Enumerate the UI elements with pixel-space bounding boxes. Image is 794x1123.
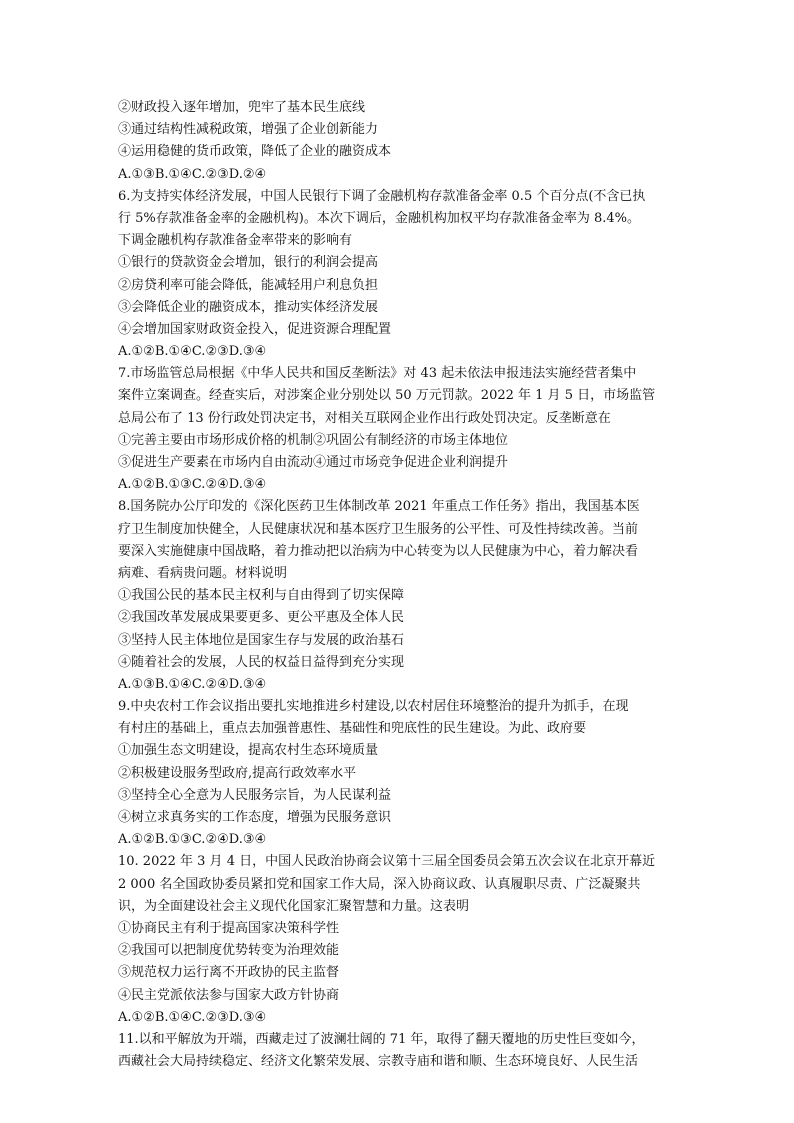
question-9-stem: 9.中央农村工作会议指出要扎实地推进乡村建设,以农村居住环境整治的提升为抓手，在现 (118, 699, 629, 715)
option-line: ②我国可以把制度优势转变为治理效能 (118, 943, 340, 959)
question-10-stem: 10. 2022 年 3 月 4 日，中国人民政治协商会议第十三届全国委员会第五次会议在北京开幕近 (118, 854, 656, 870)
option-line: ④会增加国家财政资金投入，促进资源合理配置 (118, 321, 392, 337)
question-8-stem: 8.国务院办公厅印发的《深化医药卫生体制改革 2021 年重点工作任务》指出，我国基本医 (118, 499, 640, 515)
question-8-stem: 要深入实施健康中国战略，着力推动把以治病为中心转变为以人民健康为中心，着力解决看 (118, 543, 639, 559)
answer-choices: A.①③B.①④C.②④D.③④ (118, 676, 267, 692)
option-line: ③会降低企业的融资成本，推动实体经济发展 (118, 299, 379, 315)
answer-choices: A.①②B.①④C.②③D.③④ (118, 1009, 267, 1025)
option-line: ①协商民主有利于提高国家决策科学性 (118, 920, 340, 936)
option-line: ③通过结构性减税政策，增强了企业创新能力 (118, 122, 379, 138)
option-line: ②积极建设服务型政府,提高行政效率水平 (118, 765, 357, 781)
option-line: ③坚持人民主体地位是国家生存与发展的政治基石 (118, 632, 405, 648)
answer-choices: A.①②B.①④C.②③D.③④ (118, 344, 267, 360)
option-line: ④树立求真务实的工作态度，增强为民服务意识 (118, 810, 392, 825)
question-6-stem: 行 5%存款准备金率的金融机构)。本次下调后，金融机构加权平均存款准备金率为 8.4%。 (118, 210, 640, 226)
option-line: ③规范权力运行离不开政协的民主监督 (118, 965, 340, 981)
question-10-stem: 2 000 名全国政协委员紧扣党和国家工作大局，深入协商议政、认真履职尽责、广泛凝聚共 (118, 876, 641, 892)
question-6-stem: 6.为支持实体经济发展，中国人民银行下调了金融机构存款准备金率 0.5 个百分点(不含已执 (118, 188, 646, 204)
option-line: ①加强生态文明建设，提高农村生态环境质量 (118, 743, 379, 759)
question-11-stem: 西藏社会大局持续稳定、经济文化繁荣发展、宗教寺庙和谐和顺、生态环境良好、人民生活 (118, 1054, 639, 1070)
question-11-stem: 11.以和平解放为开端，西藏走过了波澜壮阔的 71 年，取得了翻天覆地的历史性巨变如今， (118, 1031, 645, 1047)
question-7-stem: 案件立案调查。经查实后，对涉案企业分别处以 50 万元罚款。2022 年 1 月 5 日，市场监管 (118, 388, 656, 404)
option-line: ②财政投入逐年增加，兜牢了基本民生底线 (118, 100, 366, 115)
question-6-stem: 下调金融机构存款准备金率带来的影响有 (118, 233, 353, 249)
answer-choices: A.①③B.①④C.②③D.②④ (118, 166, 267, 182)
option-line: ③坚持全心全意为人民服务宗旨，为人民谋利益 (118, 787, 392, 803)
option-line: ④随着社会的发展，人民的权益日益得到充分实现 (118, 654, 405, 670)
answer-choices: A.①②B.①③C.②④D.③④ (118, 477, 267, 493)
question-10-stem: 识，为全面建设社会主义现代化国家汇聚智慧和力量。这表明 (118, 898, 470, 914)
option-line: ①银行的贷款资金会增加，银行的利润会提高 (118, 255, 379, 271)
option-line: ③促进生产要素在市场内自由流动④通过市场竞争促进企业利润提升 (118, 455, 509, 470)
option-line: ④运用稳健的货币政策，降低了企业的融资成本 (118, 144, 392, 160)
option-line: ①完善主要由市场形成价格的机制②巩固公有制经济的市场主体地位 (118, 432, 509, 448)
question-7-stem: 总局公布了 13 份行政处罚决定书，对相关互联网企业作出行政处罚决定。反垄断意在 (118, 410, 611, 426)
question-9-stem: 有村庄的基础上，重点去加强普惠性、基础性和兜底性的民生建设。为此、政府要 (118, 721, 587, 737)
question-8-stem: 病难、看病贵问题。材料说明 (118, 565, 288, 581)
answer-choices: A.①②B.①③C.②④D.③④ (118, 832, 267, 848)
option-line: ②我国改革发展成果要更多、更公平惠及全体人民 (118, 610, 405, 626)
option-line: ②房贷利率可能会降低，能减轻用户利息负担 (118, 277, 379, 293)
document-page (118, 97, 678, 1073)
question-8-stem: 疗卫生制度加快健全，人民健康状况和基本医疗卫生服务的公平性、可及性持续改善。当前 (118, 521, 639, 537)
question-7-stem: 7.市场监管总局根据《中华人民共和国反垄断法》对 43 起未依法申报违法实施经营者集中 (118, 366, 637, 382)
option-line: ①我国公民的基本民主权利与自由得到了切实保障 (118, 588, 405, 604)
option-line: ④民主党派依法参与国家大政方针协商 (118, 987, 340, 1003)
